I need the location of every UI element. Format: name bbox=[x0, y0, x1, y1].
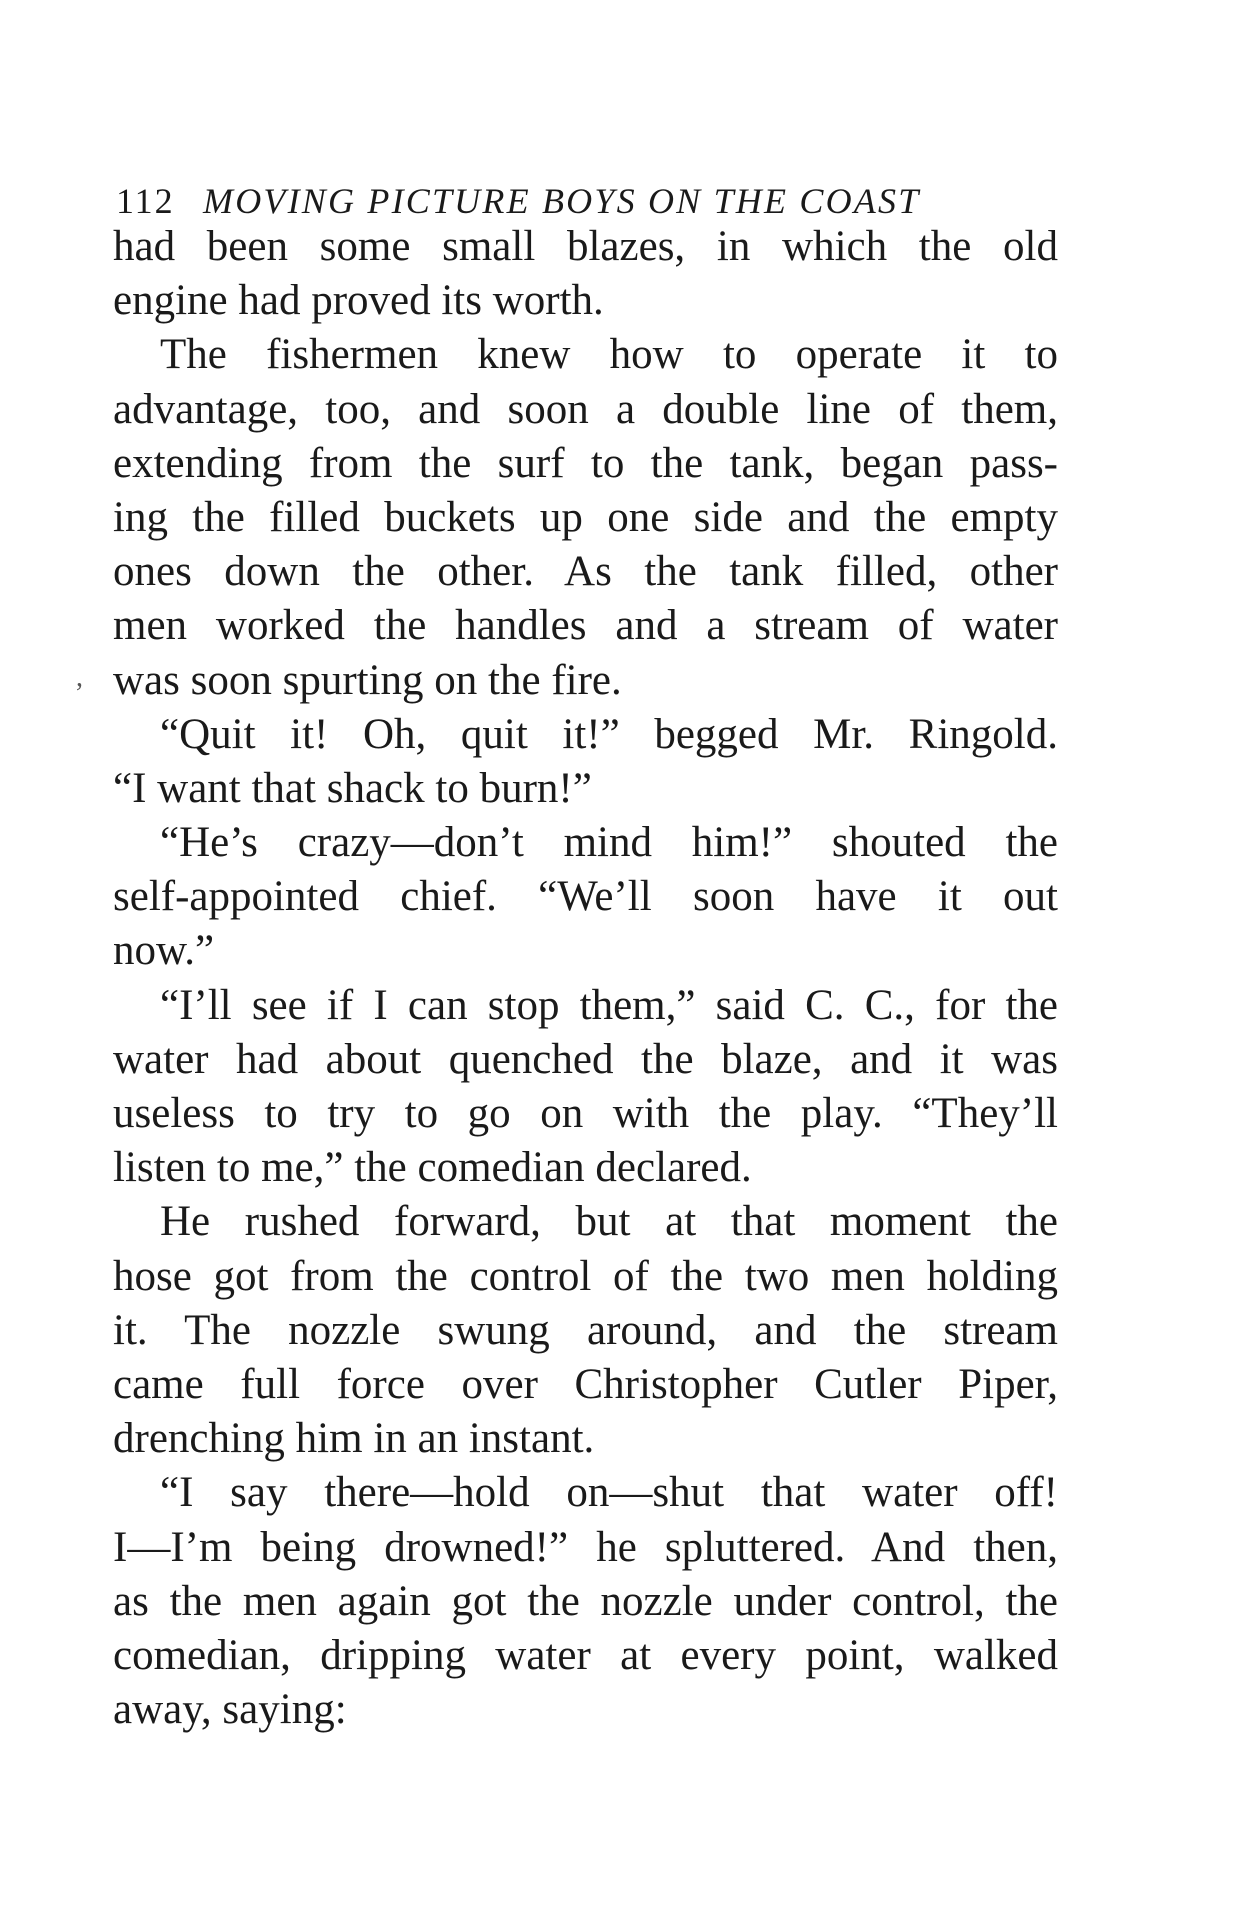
text-line: hose got from the control of the two men holding bbox=[113, 1252, 1058, 1300]
text-line: useless to try to go on with the play. “They’ll bbox=[113, 1090, 1058, 1137]
text-line: drenching him in an instant. bbox=[113, 1415, 595, 1463]
text-line: had been some small blazes, in which the old bbox=[113, 223, 1058, 270]
text-line: “Quit it! Oh, quit it!” begged Mr. Ringold. bbox=[160, 710, 1058, 758]
text-line: extending from the surf to the tank, began pass- bbox=[113, 439, 1058, 487]
running-head bbox=[116, 176, 1056, 226]
text-line: men worked the handles and a stream of water bbox=[113, 602, 1058, 650]
text-line: ing the filled buckets up one side and the empty bbox=[113, 493, 1058, 541]
text-line: now.” bbox=[113, 927, 215, 975]
text-line: came full force over Christopher Cutler Piper, bbox=[113, 1360, 1058, 1408]
text-line: “He’s crazy—don’t mind him!” shouted the bbox=[160, 819, 1058, 867]
text-line: engine had proved its worth. bbox=[113, 277, 604, 325]
text-line: water had about quenched the blaze, and it was bbox=[113, 1035, 1058, 1083]
text-line: it. The nozzle swung around, and the stream bbox=[113, 1306, 1058, 1354]
text-line: “I’ll see if I can stop them,” said C. C., for the bbox=[160, 981, 1058, 1029]
text-line: “I say there—hold on—shut that water off! bbox=[160, 1469, 1058, 1517]
text-line: self-appointed chief. “We’ll soon have it out bbox=[113, 873, 1058, 921]
text-line: ones down the other. As the tank filled, other bbox=[113, 548, 1058, 596]
text-line: away, saying: bbox=[113, 1686, 347, 1734]
page-number: 112 bbox=[116, 181, 175, 221]
text-line: “I want that shack to burn!” bbox=[113, 764, 592, 812]
text-line: was soon spurting on the fire. bbox=[113, 656, 622, 704]
text-line: as the men again got the nozzle under control, the bbox=[113, 1577, 1058, 1625]
text-line: listen to me,” the comedian declared. bbox=[113, 1144, 752, 1192]
text-line: comedian, dripping water at every point, walked bbox=[113, 1631, 1058, 1679]
running-title: MOVING PICTURE BOYS ON THE COAST bbox=[203, 181, 921, 221]
text-line: I—I’m being drowned!” he spluttered. And then, bbox=[113, 1523, 1058, 1571]
text-line: advantage, too, and soon a double line of them, bbox=[113, 385, 1058, 433]
text-line: He rushed forward, but at that moment the bbox=[160, 1198, 1058, 1246]
text-line: The fishermen knew how to operate it to bbox=[160, 331, 1058, 379]
body-text bbox=[113, 220, 1058, 1737]
margin-mark: , bbox=[76, 662, 83, 693]
